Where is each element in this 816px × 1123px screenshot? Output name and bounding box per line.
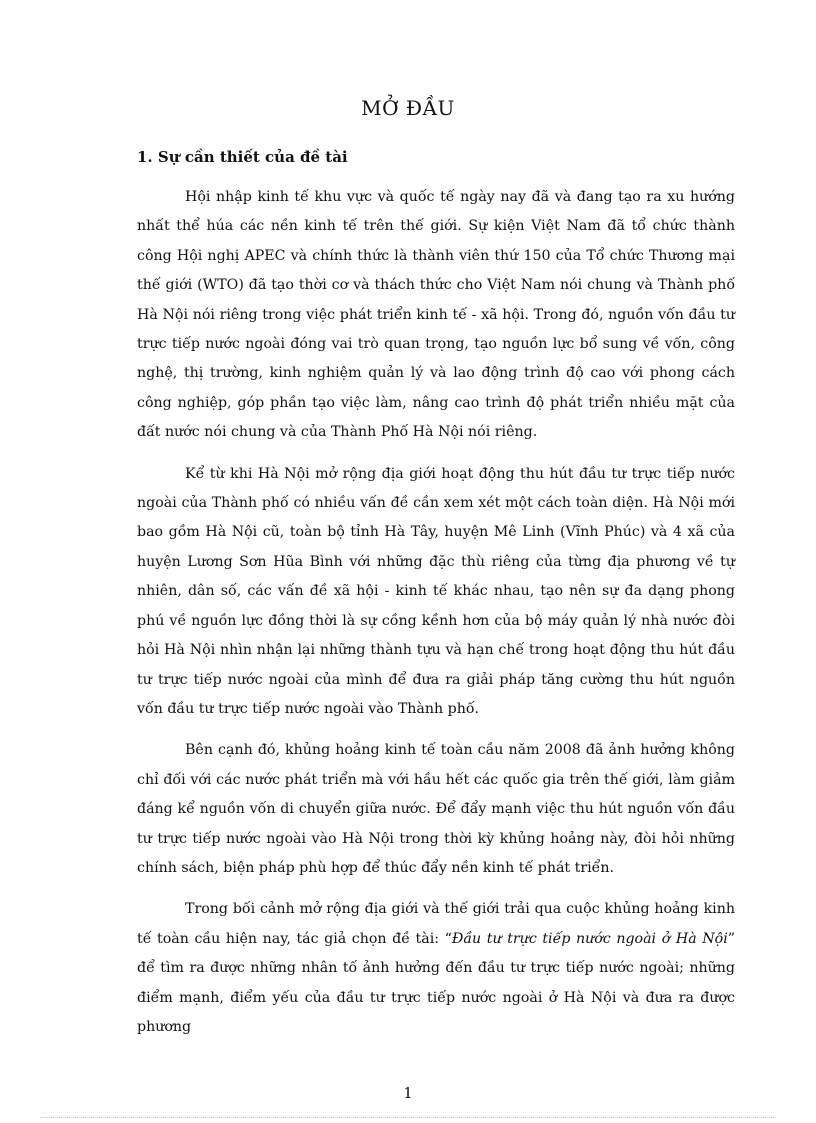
- paragraph-4-intro: Trong bối cảnh mở rộng địa giới và thế giới trải qua cuộc khủng hoảng kinh tế toàn cầu hiện nay, tác giả chọn đề tài: “: [137, 901, 735, 947]
- paragraph-4: [137, 895, 735, 1042]
- paragraph-4-rest: ” để tìm ra được những nhân tố ảnh hưởng đến đầu tư trực tiếp nước ngoài; những điểm mạnh, điểm yếu của đầu tư trực tiếp nước ngoài ở Hà Nội và đưa ra được phương: [137, 930, 736, 1035]
- page-number: 1: [403, 1084, 413, 1102]
- page-bottom-divider: [40, 1117, 776, 1118]
- paragraph-3: Bên cạnh đó, khủng hoảng kinh tế toàn cầu năm 2008 đã ảnh hưởng không chỉ đối với các nước phát triển mà với hầu hết các quốc gia trên thế giới, làm giảm đáng kể nguồn vốn di chuyển giữa nước. Để đẩy mạnh việc thu hút nguồn vốn đầu tư trực tiếp nước ngoài vào Hà Nội trong thời kỳ khủng hoảng này, đòi hỏi những chính sách, biện pháp phù hợp để thúc đẩy nền kinh tế phát triển.: [137, 742, 735, 876]
- topic-title: Đầu tư trực tiếp nước ngoài ở Hà Nội: [451, 930, 728, 947]
- body-text: [137, 183, 735, 1054]
- paragraph-2: Kể từ khi Hà Nội mở rộng địa giới hoạt động thu hút đầu tư trực tiếp nước ngoài của Thành phố có nhiều vấn đề cần xem xét một cách toàn diện. Hà Nội mới bao gồm Hà Nội cũ, toàn bộ tỉnh Hà Tây, huyện Mê Linh (Vĩnh Phúc) và 4 xã của huyện Lương Sơn Hũa Bình với những đặc thù riêng của từng địa phương về tự nhiên, dân số, các vấn đề xã hội - kinh tế khác nhau, tạo nên sự đa dạng phong phú về nguồn lực đồng thời là sự cồng kềnh hơn của bộ máy quản lý nhà nước đòi hỏi Hà Nội nhìn nhận lại những thành tựu và hạn chế trong hoạt động thu hút đầu tư trực tiếp nước ngoài của mình để đưa ra giải pháp tăng cường thu hút nguồn vốn đầu tư trực tiếp nước ngoài vào Thành phố.: [137, 465, 735, 717]
- page-title: MỞ ĐẦU: [361, 96, 455, 120]
- section-heading: 1. Sự cần thiết của đề tài: [137, 148, 348, 166]
- paragraph-1: Hội nhập kinh tế khu vực và quốc tế ngày nay đã và đang tạo ra xu hướng nhất thể húa các nền kinh tế trên thế giới. Sự kiện Việt Nam đã tổ chức thành công Hội nghị APEC và chính thức là thành viên thứ 150 của Tổ chức Thương mại thế giới (WTO) đã tạo thời cơ và thách thức cho Việt Nam nói chung và Thành phố Hà Nội nói riêng trong việc phát triển kinh tế - xã hội. Trong đó, nguồn vốn đầu tư trực tiếp nước ngoài đóng vai trò quan trọng, tạo nguồn lực bổ sung về vốn, công nghệ, thị trường, kinh nghiệm quản lý và lao động trình độ cao với phong cách công nghiệp, góp phần tạo việc làm, nâng cao trình độ phát triển nhiều mặt của đất nước nói chung và của Thành Phố Hà Nội nói riêng.: [137, 189, 735, 441]
